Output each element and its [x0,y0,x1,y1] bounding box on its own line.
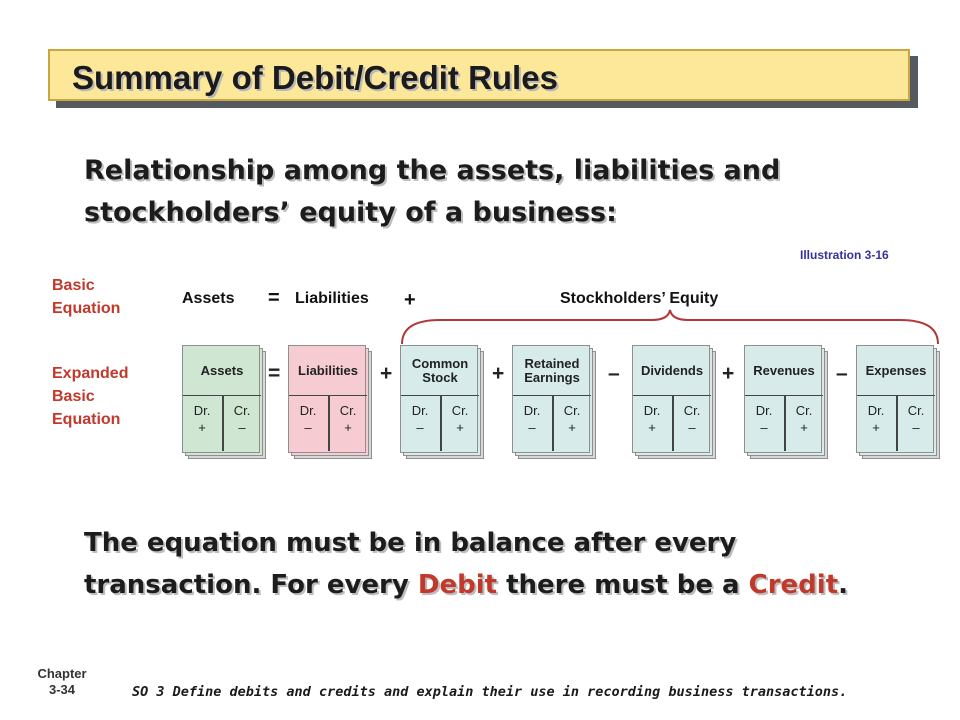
basic-label-line: Equation [52,300,121,317]
balance-line-2 [84,564,944,606]
eq-equals: = [268,287,280,309]
eq-assets: Assets [182,290,235,307]
dr-sign: – [304,420,312,435]
study-objective: SO 3 Define debits and credits and explain their use in recording business transactions. [132,684,848,700]
account-card [512,345,590,453]
debit-column [401,402,439,436]
dr-label: Dr. [299,403,317,418]
credit-column [329,402,367,436]
account-card [288,345,366,453]
intro-line-2: stockholders’ equity of a business: [84,197,617,228]
account-title: Expenses [857,346,935,396]
equity-brace [400,308,940,348]
account-title: Assets [183,346,261,396]
operator-2: + [492,362,505,385]
account-2 [400,345,478,453]
eq-liabilities: Liabilities [295,290,369,307]
debit-column [745,402,783,436]
cr-label: Cr. [451,403,469,418]
balance-text-part: there must be a [497,570,749,600]
account-card [856,345,934,453]
account-title: Liabilities [289,346,367,396]
credit-column [785,402,823,436]
credit-word: Credit [748,570,839,600]
account-title: Common Stock [401,346,479,396]
expanded-label-line: Expanded [52,365,129,382]
basic-label-line: Basic [52,277,95,294]
credit-column [673,402,711,436]
operator-1: + [380,362,393,385]
debit-column [857,402,895,436]
balance-line-1: The equation must be in balance after every [84,528,737,558]
credit-column [897,402,935,436]
intro-text [84,150,864,234]
dr-label: Dr. [523,403,541,418]
account-card [182,345,260,453]
operator-4: + [722,362,735,385]
account-title: Retained Earnings [513,346,591,396]
debit-column [513,402,551,436]
balance-text-part: . [838,570,849,600]
expanded-label-line: Equation [52,411,121,428]
cr-label: Cr. [907,403,925,418]
account-4 [632,345,710,453]
expanded-equation-label [52,362,128,431]
cr-label: Cr. [233,403,251,418]
basic-equation-label [52,274,120,320]
intro-line-1: Relationship among the assets, liabilities and [84,155,781,186]
account-5 [744,345,822,453]
debit-column [633,402,671,436]
debit-word: Debit [417,570,498,600]
cr-label: Cr. [683,403,701,418]
dr-label: Dr. [643,403,661,418]
account-card [400,345,478,453]
account-card [632,345,710,453]
cr-sign: + [800,420,808,435]
operator-5: – [836,362,848,385]
dr-label: Dr. [867,403,885,418]
debit-column [183,402,221,436]
chapter-page: 3-34 [48,682,76,697]
account-card [744,345,822,453]
cr-sign: + [568,420,576,435]
chapter-label [30,666,94,698]
credit-column [223,402,261,436]
title-banner [48,49,910,101]
cr-label: Cr. [339,403,357,418]
operator-3: – [608,362,620,385]
dr-sign: + [872,420,880,435]
credit-column [553,402,591,436]
cr-sign: – [912,420,920,435]
account-title: Dividends [633,346,711,396]
eq-plus: + [404,289,416,311]
cr-sign: + [456,420,464,435]
cr-label: Cr. [563,403,581,418]
cr-sign: + [344,420,352,435]
dr-sign: – [416,420,424,435]
account-title: Revenues [745,346,823,396]
balance-text [84,522,944,606]
debit-column [289,402,327,436]
cr-sign: – [688,420,696,435]
dr-sign: + [198,420,206,435]
dr-label: Dr. [755,403,773,418]
balance-text-part: transaction. For every [84,570,418,600]
dr-sign: – [528,420,536,435]
operator-0: = [268,362,281,385]
dr-sign: – [760,420,768,435]
illustration-label: Illustration 3-16 [800,248,889,262]
expanded-label-line: Basic [52,388,95,405]
chapter-word: Chapter [37,666,87,681]
cr-sign: – [238,420,246,435]
dr-label: Dr. [411,403,429,418]
eq-stockholders-equity: Stockholders’ Equity [560,290,719,307]
account-0 [182,345,260,453]
slide-title: Summary of Debit/Credit Rules [72,59,558,96]
cr-label: Cr. [795,403,813,418]
account-3 [512,345,590,453]
account-1 [288,345,366,453]
account-6 [856,345,934,453]
dr-sign: + [648,420,656,435]
credit-column [441,402,479,436]
dr-label: Dr. [193,403,211,418]
